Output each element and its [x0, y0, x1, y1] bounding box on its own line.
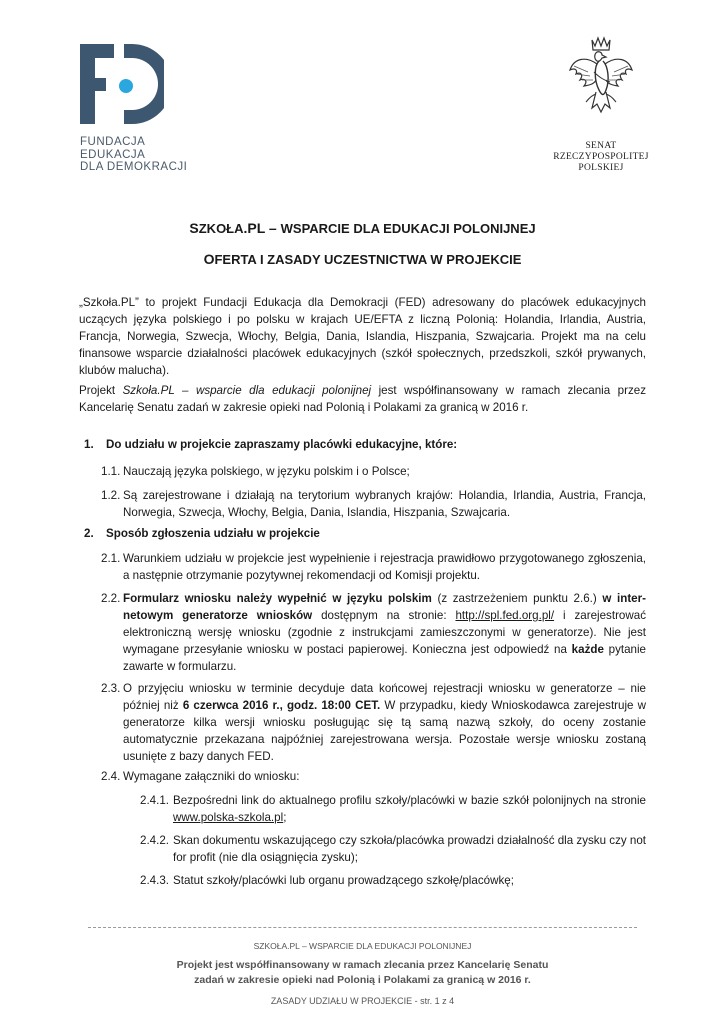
section-number: 1. — [84, 438, 94, 451]
list-item-1-1 — [101, 463, 646, 480]
footer-cofinancing — [0, 958, 725, 988]
list-item-2-4 — [101, 768, 646, 785]
item-text: Wymagane załączniki do wniosku: — [123, 770, 300, 783]
text-span: (z zastrzeżeniem punktu 2.6.) — [431, 592, 603, 605]
bold-text: w inter-netowym generatorze wniosków — [123, 592, 646, 622]
item-text: Skan dokumentu wskazującego czy szkoła/placówka prowadzi działalność dla zysku czy not for profit (nie dla osiągnięcia zysku); — [173, 834, 647, 864]
item-text — [173, 792, 646, 826]
item-number: 1.2. — [101, 489, 121, 502]
senat-name-line: RZECZYPOSPOLITEJ — [553, 152, 649, 162]
eagle-emblem-icon — [566, 36, 636, 134]
item-number: 2.4. — [101, 770, 121, 783]
item-number: 2.4.2. — [140, 834, 170, 847]
footer-cofinancing-line: zadań w zakresie opieki nad Polonią i Polakami za granicą w 2016 r. — [194, 974, 531, 986]
title-text: .PL — [243, 220, 266, 236]
section-1-heading — [84, 438, 457, 451]
senat-name — [546, 141, 656, 174]
item-number: 2.4.1. — [140, 794, 170, 807]
list-item-2-2 — [101, 590, 646, 675]
item-number: 2.3. — [101, 682, 121, 695]
footer-project-title: SZKOŁA.PL – WSPARCIE DLA EDUKACJI POLONIJNEJ — [253, 941, 472, 951]
page-number: ZASADY UDZIAŁU W PROJEKCIE - str. 1 z 4 — [270, 996, 455, 1006]
item-number: 1.1. — [101, 465, 121, 478]
document-title — [0, 220, 725, 236]
title-text: – — [265, 220, 281, 236]
item-number: 2.4.3. — [140, 874, 170, 887]
polska-szkola-link[interactable]: www.polska-szkola.pl — [173, 811, 284, 824]
fed-name-line: EDUKACJA — [80, 148, 146, 161]
text-span: O przyjęciu wniosku w terminie decyduje data końcowej rejestracji wniosku w generatorze – nie później niż — [123, 682, 646, 712]
item-number: 2.2. — [101, 592, 121, 605]
text-span: i zarejestrować elektroniczną wersję wniosku (zgodnie z instrukcjami zamieszczonymi w generatorze). Nie jest wymagane przesyłanie wniosku w postaci papierowej. Konieczna jest odpowiedź na — [123, 609, 646, 656]
subtitle-text: FERTA I ZASADY UCZESTNICTWA W PROJEKCIE — [214, 252, 522, 267]
section-2-heading — [84, 527, 320, 540]
section-number: 2. — [84, 527, 94, 540]
cofinancing-paragraph — [79, 382, 646, 416]
text-span: W przypadku, kiedy Wnioskodawca zarejestruje w generatorze kilka wersji wniosku posługując się tą samą nazwą szkoły, do oceny zostanie automatycznie przekazana najpóźniej zarejestrowana wersja. Pozostałe wersje wniosku zostaną usunięte z bazy danych FED. — [123, 699, 646, 763]
item-text — [123, 590, 646, 675]
section-title: Do udziału w projekcie zapraszamy placówki edukacyjne, które: — [106, 438, 458, 451]
item-text: Warunkiem udziału w projekcie jest wypełnienie i rejestracja prawidłowo przygotowanego zgłoszenia, a następnie otrzymanie pozytywnej rekomendacji od Komisji projektu. — [123, 552, 646, 582]
item-text — [123, 680, 646, 765]
item-text: Są zarejestrowane i działają na terytorium wybranych krajów: Holandia, Irlandia, Austria, Francja, Norwegia, Szwecja, Włochy, Belgia, Dania, Islandia, Hiszpania, Szwajcaria. — [123, 489, 646, 519]
fed-name-line: FUNDACJA — [80, 136, 146, 148]
list-item-2-4-1 — [140, 792, 646, 826]
item-text: Nauczają języka polskiego, w języku polskim i o Polsce; — [123, 465, 410, 478]
fed-name — [80, 136, 190, 174]
title-text: ZKOŁA — [198, 221, 244, 236]
footer-divider — [88, 927, 637, 928]
list-item-1-2 — [101, 487, 646, 521]
text-span: Bezpośredni link do aktualnego profilu szkoły/placówki w bazie szkół polonijnych na stronie — [173, 794, 646, 807]
bold-text: Formularz wniosku należy wypełnić w języku polskim — [123, 592, 432, 605]
text-span: ; — [283, 811, 287, 824]
document-subtitle — [0, 251, 725, 267]
item-number: 2.1. — [101, 552, 121, 565]
senat-name-line: SENAT — [585, 141, 617, 151]
fed-logo-icon — [80, 42, 164, 126]
fed-name-line: DLA DEMOKRACJI — [80, 161, 188, 173]
intro-text: „Szkoła.PL” to projekt Fundacji Edukacja dla Demokracji (FED) adresowany do placówek edukacyjnych uczących języka polskiego i po polsku w krajach UE/EFTA z liczną Polonią: Holandia, Irlandia, Austria, Francja, Norwegia, Szwecja, Włochy, Belgia, Dania, Islandia, Hiszpania, Szwajcaria. Projekt ma na celu finansowe wsparcie działalności placówek edukacyjnych (szkół społecznych, przedszkoli, szkół prywanych, klubów malucha). — [79, 296, 646, 377]
generator-link[interactable]: http://spl.fed.org.pl/ — [455, 609, 555, 622]
footer-cofinancing-line: Projekt jest współfinansowany w ramach zlecania przez Kancelarię Senatu — [176, 959, 549, 971]
bold-text: każde — [571, 643, 604, 656]
text-span: dostępnym na stronie: — [312, 609, 456, 622]
text-span: pytanie zawarte w formularzu. — [123, 643, 647, 673]
title-text: WSPARCIE DLA EDUKACJI POLONIJNEJ — [280, 221, 536, 236]
fed-logo — [80, 42, 190, 174]
deadline-text: 6 czerwca 2016 r., godz. 18:00 CET. — [182, 699, 381, 712]
text-span: jest współfinansowany w ramach zlecania przez Kancelarię Senatu zadań w zakresie opieki nad Polonią i Polakami za granicą w 2016 r. — [79, 384, 646, 414]
title-cap: S — [189, 220, 199, 236]
cofinancing-text — [79, 382, 646, 416]
senat-logo — [546, 36, 656, 174]
section-title: Sposób zgłoszenia udziału w projekcie — [106, 527, 320, 540]
project-name: Szkoła.PL – wsparcie dla edukacji polonijnej — [122, 384, 372, 397]
subtitle-cap: O — [203, 251, 215, 267]
senat-name-line: POLSKIEJ — [578, 163, 624, 173]
list-item-2-3 — [101, 680, 646, 765]
text-span: Projekt — [79, 384, 123, 397]
list-item-2-1 — [101, 550, 646, 584]
intro-paragraph — [79, 294, 646, 379]
list-item-2-4-2 — [140, 832, 646, 866]
list-item-2-4-3 — [140, 872, 646, 889]
item-text: Statut szkoły/placówki lub organu prowadzącego szkołę/placówkę; — [173, 874, 514, 887]
